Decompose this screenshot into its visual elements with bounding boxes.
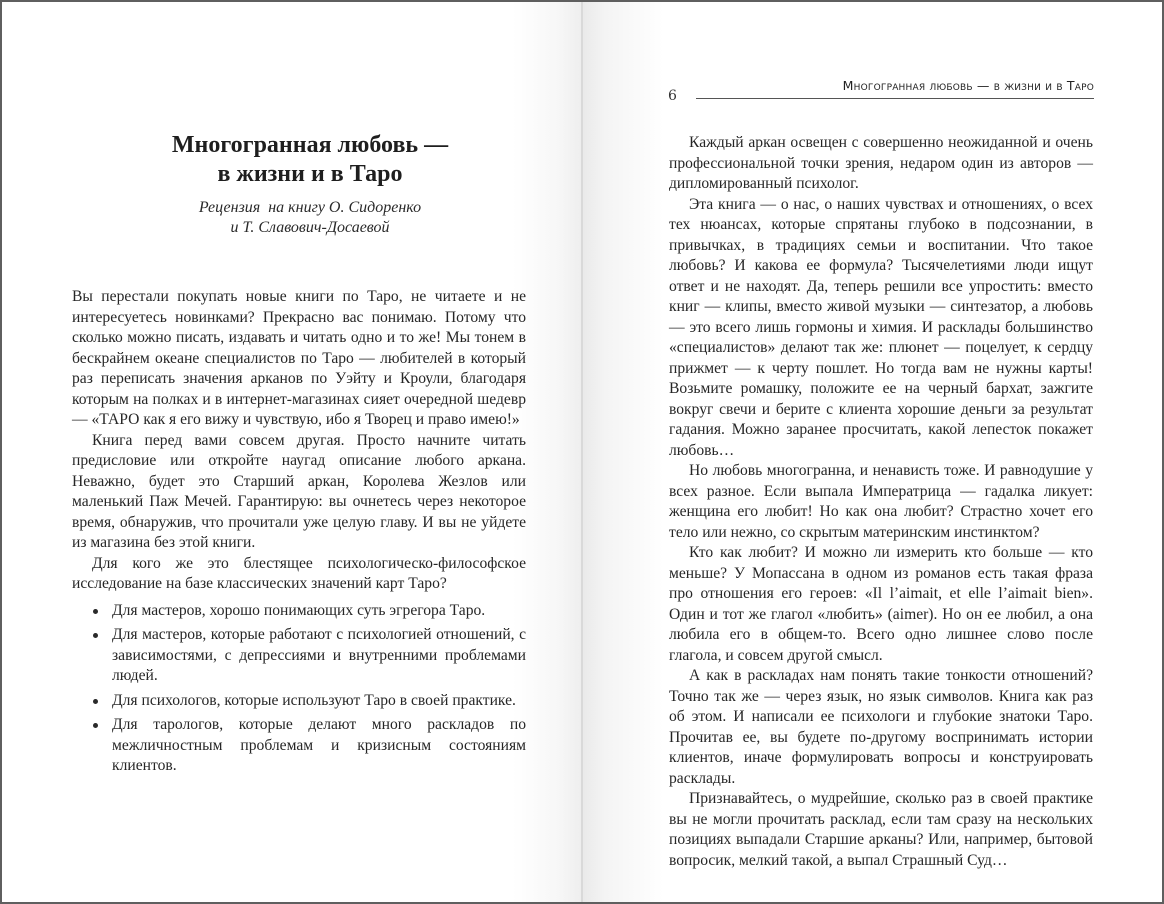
chapter-subtitle — [70, 198, 550, 238]
paragraph: Кто как любит? И можно ли измерить кто больше — кто меньше? У Мопассана в одном из романов есть такая фраза про отношения его героев: «Il l’aimait, et elle l’aimait bien». Один и тот же глагол «любить» (aimer). Но он ее любил, а она любила его в общем-то. Всего одно лишнее слово после глагола, и совсем другой смысл. — [669, 544, 1093, 664]
list-item-text: Для мастеров, которые работают с психологией отношений, с зависимостями, с депрессиями и внутренними проблемами людей. — [112, 626, 526, 684]
page-number: 6 — [668, 88, 677, 104]
paragraph: Признавайтесь, о мудрейшие, сколько раз в своей практике вы не могли прочитать расклад, если там сразу на нескольких позициях выпадали Старшие арканы? Или, например, бытовой вопросик, мелкий такой, а выпал Страшный Суд… — [669, 790, 1093, 869]
running-head: Многогранная любовь — в жизни и в Таро — [842, 78, 1094, 93]
chapter-title-line-1: Многогранная любовь — — [171, 132, 449, 158]
left-page — [2, 2, 582, 902]
book-gutter — [581, 2, 583, 902]
right-page-body — [669, 133, 1093, 871]
chapter-title — [70, 131, 550, 189]
left-page-body — [72, 287, 526, 781]
list-item-text: Для мастеров, хорошо понимающих суть эгрегора Таро. — [112, 601, 486, 619]
paragraph: Каждый аркан освещен с совершенно неожиданной и очень профессиональной точки зрения, недаром один из авторов — дипломированный психолог. — [669, 134, 1093, 192]
audience-list — [72, 601, 526, 777]
paragraph: Вы перестали покупать новые книги по Таро, не читаете и не интересуетесь новинками? Прекрасно вас понимаю. Потому что сколько можно писать, издавать и читать одно и то же! Мы тонем в бескрайнем океане специалистов по Таро — любителей в который раз переписать значения арканов по Уэйту и Кроули, благодаря которым на полках и в интернет-магазинах сияет очередной шедевр — «ТАРО как я его вижу и чувствую, ибо я Творец и право имею!» — [72, 288, 526, 428]
subtitle-line-1: Рецензия на книгу О. Сидоренко — [198, 199, 422, 216]
right-page — [582, 2, 1162, 902]
list-item — [72, 715, 526, 777]
bullet-icon — [93, 633, 98, 638]
bullet-icon — [93, 609, 98, 614]
book-spread — [2, 2, 1162, 902]
paragraph: Для кого же это блестящее психологическо-философское исследование на базе классических значений карт Таро? — [72, 554, 526, 592]
list-item — [72, 601, 526, 622]
paragraph: Книга перед вами совсем другая. Просто начните читать предисловие или откройте наугад описание любого аркана. Неважно, будет это Старший аркан, Королева Жезлов или маленький Паж Мечей. Гарантирую: вы очнетесь через некоторое время, обнаружив, что прочитали уже целую главу. И вы не уйдете из магазина без этой книги. — [72, 431, 526, 551]
bullet-icon — [93, 699, 98, 704]
paragraph: Но любовь многогранна, и ненависть тоже. И равнодушие у всех разное. Если выпала Императрица — гадалка ликует: женщина его любит! Но как она любит? Страстно хочет его тело или нежно, со скрытым материнским инстинктом? — [669, 462, 1093, 541]
paragraph: Эта книга — о нас, о наших чувствах и отношениях, о всех тех нюансах, которые спрятаны глубоко в подсознании, в привычках, в традициях семьи и воспитании. Что такое любовь? И какова ее формула? Тысячелетиями люди ищут ответ и не находят. Да, теперь решили все упростить: вместо книг — клипы, вместо живой музыки — синтезатор, а любовь — это всего лишь гормоны и химия. И расклады большинство «специалистов» делают так же: плюнет — поцелует, к сердцу прижмет — к черту пошлет. Но тогда вам не нужны карты! Возьмите ромашку, положите ее на черный бархат, зажгите вокруг свечи и берите с клиента хорошие деньги за результат гадания. Можно заранее просчитать, какой лепесток покажет любовь… — [669, 195, 1093, 459]
bullet-icon — [93, 723, 98, 728]
list-item-text: Для тарологов, которые делают много раскладов по межличностным проблемам и кризисным состояниям клиентов. — [112, 716, 526, 774]
subtitle-line-2: и Т. Славович-Досаевой — [230, 219, 390, 236]
list-item — [72, 691, 526, 712]
paragraph: А как в раскладах нам понять такие тонкости отношений? Точно так же — через язык, но язык символов. Книга как раз об этом. И написали ее психологи и глубокие знатоки Таро. Прочитав ее, вы будете по-другому воспринимать истории клиентов, иначе формулировать вопросы и конструировать расклады. — [669, 667, 1093, 787]
header-rule — [696, 98, 1094, 99]
list-item — [72, 625, 526, 687]
chapter-title-line-2: в жизни и в Таро — [217, 161, 403, 187]
list-item-text: Для психологов, которые используют Таро в своей практике. — [112, 691, 516, 709]
